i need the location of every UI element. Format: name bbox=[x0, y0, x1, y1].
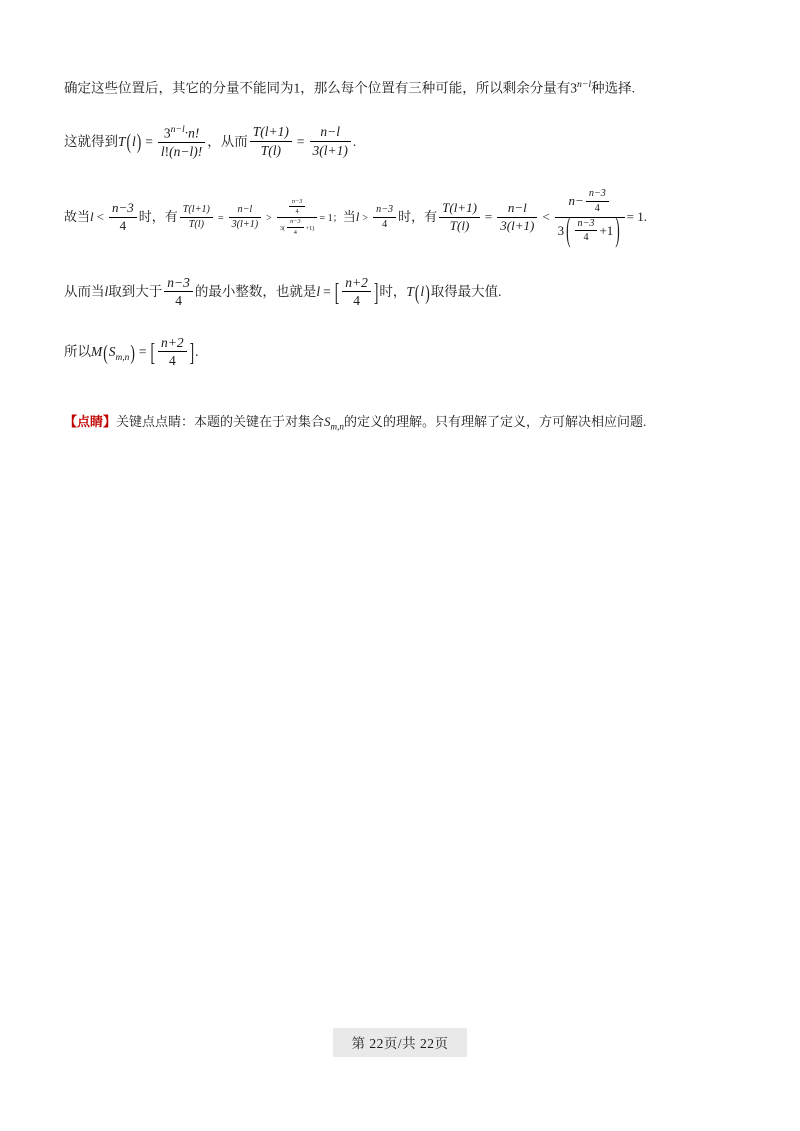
p1-text-c: ，那么每个位置有三种可能，所以剩余分量有 bbox=[300, 80, 571, 96]
p2-T: T bbox=[118, 133, 126, 149]
p3-cf-bot-den: 4 bbox=[293, 228, 297, 236]
p3-rcf-top-den: 4 bbox=[594, 203, 600, 215]
p3-you2: 有 bbox=[424, 209, 438, 225]
p3-r-mid-den: 3(l+1) bbox=[500, 217, 535, 233]
p4-fraction bbox=[164, 275, 193, 309]
p3-rcf-top bbox=[586, 188, 609, 214]
hint-S: S bbox=[324, 413, 331, 429]
p3-eq1-lhs-den: T(l) bbox=[188, 218, 204, 230]
paragraph-2: 这就得到T(l) = $\frac{3^{n-l}\cdot n!}{l!(n-l)!}$ ，从而 $\frac{T(l+1)}{T(l)}$ = $\frac{n-l}{3(l+1)}$ . bbox=[64, 123, 357, 159]
p3-r-lhs-num: T(l+1) bbox=[439, 201, 480, 218]
p2-f2-num: T(l+1) bbox=[250, 124, 292, 142]
document-body bbox=[64, 78, 739, 456]
p3-fraction-1 bbox=[109, 201, 137, 234]
p5-bracket-fraction bbox=[158, 335, 187, 369]
p3-eq1-lhs bbox=[180, 204, 213, 230]
paragraph-3: 故当l < $\frac{n-3}{4}$ 时，有 $\frac{T(l+1)}{T(l)}$ = $\frac{n-l}{3(l+1)}$ > $\frac{n-3}{4}$ 3( $\frac{n-3}{4}$ +1) = 1；当l > $\frac{n-3}{4}$ 时，有 $\frac{T(l+1)}{T(l)}$ = $\frac{n-l}{3(l+1)}$ < n− $\frac{n-3}{4}$ 3 ( $\frac{n-3}{4}$ +1 ) = 1. bbox=[64, 188, 647, 249]
p2-den-rest: (n−l)! bbox=[169, 143, 203, 159]
p4-f-den: 4 bbox=[175, 293, 182, 309]
p3-eq1-mid-den: 3(l+1) bbox=[231, 218, 259, 230]
p4-b-num: n+2 bbox=[342, 275, 371, 293]
p1-base-three: 3 bbox=[570, 80, 577, 96]
p3-f1-num: n−3 bbox=[109, 201, 137, 218]
p2-f3-den: 3(l+1) bbox=[312, 142, 348, 158]
p3-cf-bot-lead: 3 bbox=[279, 224, 283, 232]
p2-thus: 从而 bbox=[220, 133, 248, 149]
hint-text-b: 的定义的理解。只有理解了定义，方可解决相应问题. bbox=[343, 413, 647, 429]
p3-right-lhs bbox=[439, 201, 480, 234]
hint-S-subscript: m,n bbox=[330, 421, 344, 432]
p2-num-exp: n−l bbox=[170, 123, 185, 135]
p3-gt2: > bbox=[362, 213, 369, 225]
p2-period: . bbox=[352, 133, 357, 149]
p4-f-num: n−3 bbox=[164, 275, 193, 293]
p3-fraction-2 bbox=[373, 204, 396, 230]
p2-eq2: = bbox=[296, 133, 305, 149]
p4-l3: l bbox=[420, 284, 425, 300]
p3-rcf-bot-lead: 3 bbox=[557, 222, 565, 238]
p5-b-den: 4 bbox=[168, 353, 176, 369]
p3-lt: < bbox=[96, 209, 104, 225]
p3-cf-bot bbox=[287, 218, 304, 235]
p2-fraction-2 bbox=[250, 124, 292, 158]
p3-cf-bot-num: n−3 bbox=[287, 218, 304, 227]
p3-gt: > bbox=[266, 213, 272, 225]
p4-b-den: 4 bbox=[353, 293, 360, 309]
p3-you: 有 bbox=[164, 209, 178, 225]
p5-lead: 所以 bbox=[64, 344, 91, 360]
p3-lt2: < bbox=[542, 209, 550, 225]
p1-value-one: 1 bbox=[293, 80, 301, 96]
p3-rcf-bot bbox=[575, 218, 598, 244]
p2-fraction-1 bbox=[158, 124, 205, 160]
p4-eq: = bbox=[323, 284, 331, 300]
p2-comma: ， bbox=[207, 133, 221, 149]
p3-f2-den: 4 bbox=[382, 218, 388, 230]
p1-text-e: 种选择. bbox=[591, 80, 635, 96]
hint-label: 关键点点睛： bbox=[116, 413, 195, 429]
p3-complex-fraction-2: n− $\frac{n-3}{4}$ 3 ( $\frac{n-3}{4}$ +1 ) bbox=[555, 189, 625, 245]
p3-f2-num: n−3 bbox=[373, 204, 396, 218]
hint-tag: 【点睛】 bbox=[64, 413, 117, 429]
p4-text-c: 的最小整数，也就是 bbox=[194, 284, 317, 300]
p3-cf-top-num: n−3 bbox=[289, 198, 306, 207]
p2-eq: = bbox=[145, 133, 153, 149]
p5-S-subscript: m,n bbox=[115, 352, 130, 363]
page-number: 第 22页/共 22页 bbox=[333, 1028, 466, 1057]
p4-lead: 从而当 bbox=[64, 284, 105, 300]
p3-eq1-mid bbox=[229, 204, 262, 230]
p2-num-rest: ·n! bbox=[184, 125, 200, 141]
p5-b-num: n+2 bbox=[158, 335, 187, 353]
p3-cf-top bbox=[289, 198, 306, 215]
p3-l: l bbox=[90, 209, 94, 225]
p5-eq: = bbox=[138, 344, 147, 360]
p4-text-e: 取得最大值. bbox=[430, 284, 502, 300]
p3-eq1-mid-num: n−l bbox=[229, 204, 262, 218]
p4-l: l bbox=[104, 284, 109, 300]
paragraph-1 bbox=[64, 78, 739, 99]
p3-r-lhs-den: T(l) bbox=[449, 217, 470, 233]
p5-M: M bbox=[91, 344, 103, 360]
p3-right-mid bbox=[497, 201, 537, 234]
p2-den-l: l bbox=[160, 143, 165, 159]
p3-dang: 当 bbox=[342, 209, 356, 225]
p4-T: T bbox=[406, 284, 414, 300]
p3-complex-fraction-1: $\frac{n-3}{4}$ 3( $\frac{n-3}{4}$ +1) bbox=[277, 198, 318, 236]
p3-period: . bbox=[643, 209, 647, 225]
p2-f3-num: n−l bbox=[310, 124, 351, 142]
paragraph-5: 所以$M(S_{m,n})$ = [ $\frac{n+2}{4}$ ]. bbox=[64, 334, 199, 369]
p3-l2: l bbox=[355, 209, 360, 225]
p3-rcf-top-num: n−3 bbox=[586, 188, 609, 202]
p4-bracket-fraction bbox=[342, 275, 371, 309]
p3-lead: 故当 bbox=[64, 209, 91, 225]
p2-num-base: 3 bbox=[163, 125, 171, 141]
p3-eq1-lhs-num: T(l+1) bbox=[180, 204, 213, 218]
paragraph-4: 从而当l取到大于 $\frac{n-3}{4}$ 的最小整数，也就是l = [ $\frac{n+2}{4}$ ]时，T(l)取得最大值. bbox=[64, 274, 502, 309]
p3-r-mid-num: n−l bbox=[497, 201, 537, 218]
p3-cf-bot-plus: +1 bbox=[305, 224, 313, 232]
p1-text-a: 确定这些位置后，其它的分量不能同为 bbox=[64, 80, 294, 96]
p2-f2-den: T(l) bbox=[260, 142, 281, 158]
p3-rcf-bot-plus: +1 bbox=[599, 222, 614, 238]
p5-S: S bbox=[108, 344, 116, 360]
p1-exponent: n−l bbox=[577, 79, 592, 90]
p3-r-eq-one: = 1 bbox=[626, 209, 644, 225]
p3-rcf-bot-den: 4 bbox=[583, 232, 589, 244]
p3-eq-one: = 1； bbox=[319, 213, 343, 225]
p3-f1-den: 4 bbox=[119, 217, 127, 233]
p5-period: . bbox=[195, 344, 199, 360]
hint-paragraph bbox=[64, 412, 739, 434]
p2-l: l bbox=[132, 133, 136, 149]
p3-rcf-top-lead: n− bbox=[568, 193, 584, 209]
p4-text-d: 时， bbox=[379, 284, 407, 300]
p2-fraction-3 bbox=[310, 124, 351, 158]
page-footer bbox=[0, 1028, 800, 1057]
p3-shi: 时， bbox=[138, 209, 165, 225]
p4-text-b: 取到大于 bbox=[108, 284, 163, 300]
p2-den-fact: ! bbox=[164, 143, 170, 159]
p3-cf-top-den: 4 bbox=[295, 208, 299, 216]
p2-lead: 这就得到 bbox=[64, 133, 118, 149]
p4-l2: l bbox=[316, 284, 321, 300]
p3-rcf-bot-num: n−3 bbox=[575, 218, 598, 232]
p3-shi2: 时， bbox=[398, 209, 425, 225]
hint-text-a: 本题的关键在于对集合 bbox=[194, 413, 325, 429]
